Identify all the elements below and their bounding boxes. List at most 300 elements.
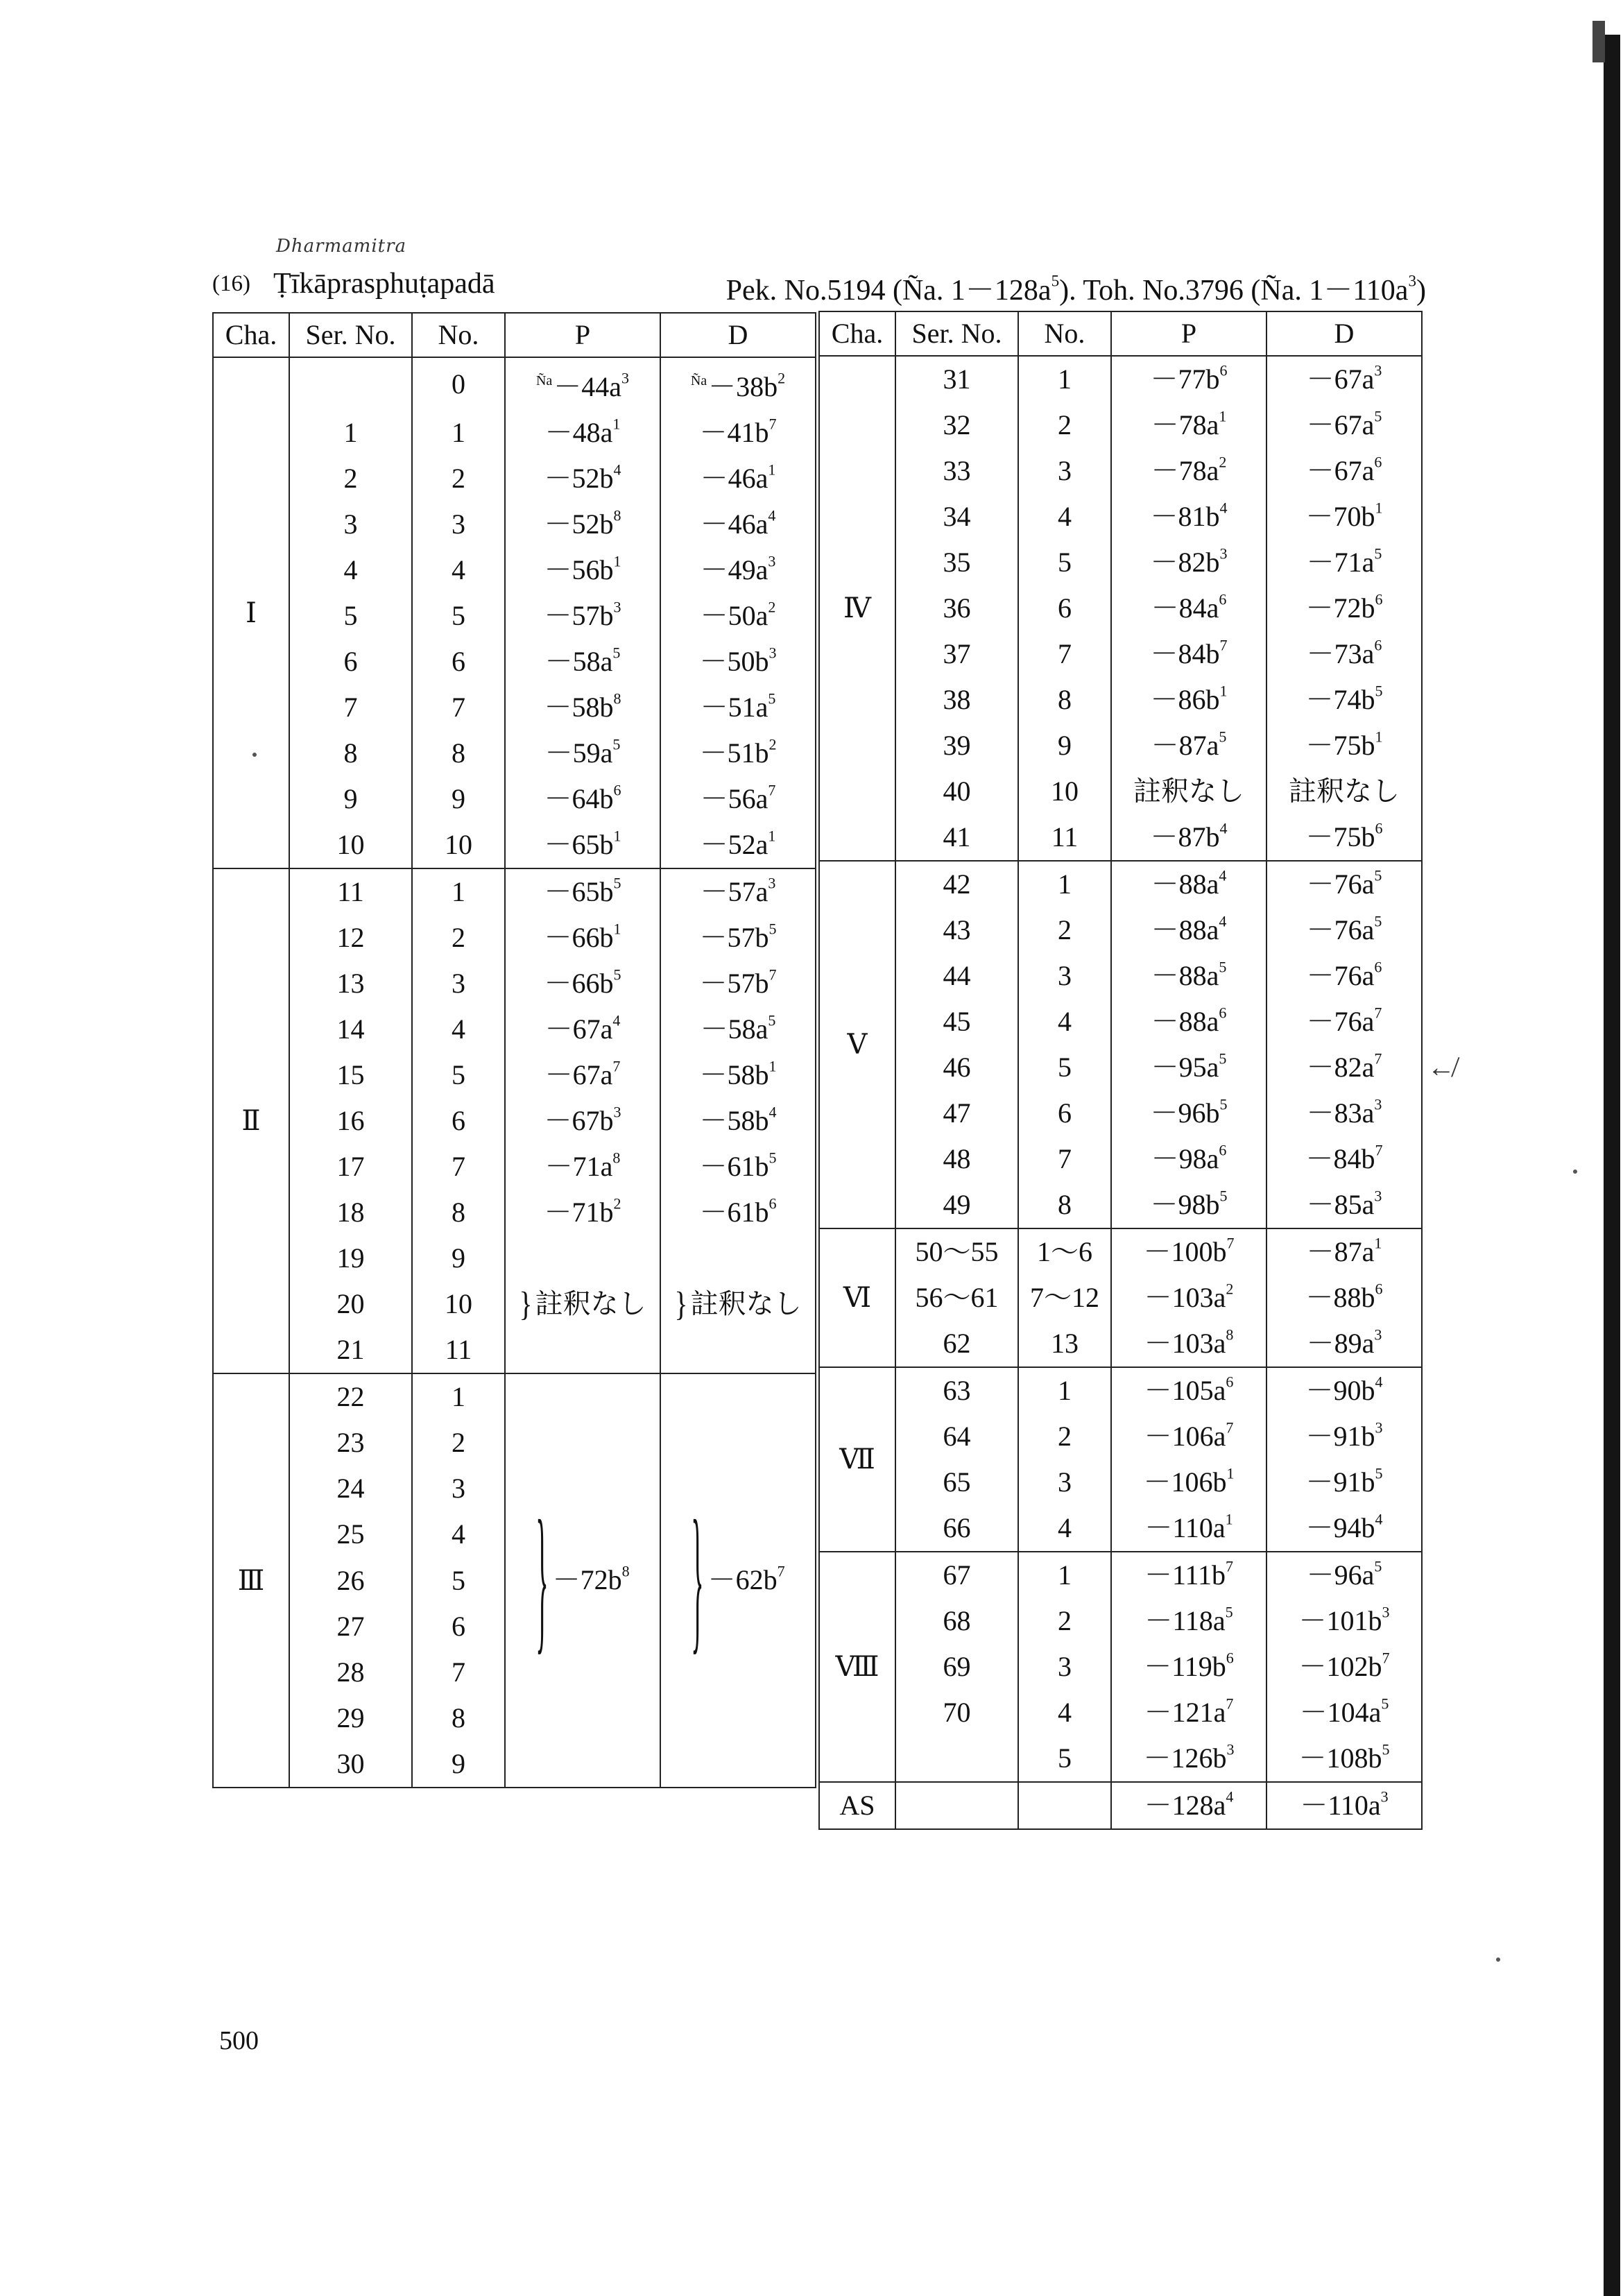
table-row <box>213 1052 816 1098</box>
table-row <box>213 456 816 502</box>
peking-ref-cell: $-59a^5$ <box>505 730 660 776</box>
table-row <box>819 1505 1422 1552</box>
peking-ref-cell: $-88a^5$ <box>1111 953 1266 999</box>
derge-ref-cell: $-52a^1$ <box>660 822 816 868</box>
derge-ref-cell: $-91b^3$ <box>1266 1414 1422 1459</box>
peking-ref-cell: $-84b^7$ <box>1111 631 1266 677</box>
chapter-cell: Ⅲ <box>213 1373 289 1788</box>
no-cell: 2 <box>1018 907 1111 953</box>
no-cell: 7 <box>412 685 505 730</box>
no-cell: 1 <box>1018 1552 1111 1598</box>
peking-ref-cell: $-81b^4$ <box>1111 494 1266 540</box>
no-cell: 3 <box>1018 953 1111 999</box>
serial-no-cell: 47 <box>895 1090 1018 1136</box>
col-header-peking: P <box>505 313 660 357</box>
serial-no-cell: 37 <box>895 631 1018 677</box>
no-cell: 4 <box>412 1511 505 1557</box>
no-cell: 0 <box>412 357 505 410</box>
peking-ref-cell: $-84a^6$ <box>1111 585 1266 631</box>
derge-ref-cell: $-51b^2$ <box>660 730 816 776</box>
no-cell: 4 <box>1018 1505 1111 1552</box>
derge-ref-cell: } 註釈なし <box>660 1281 816 1327</box>
peking-ref-cell: $-82b^3$ <box>1111 540 1266 585</box>
serial-no-cell: 41 <box>895 814 1018 861</box>
peking-ref-cell: } $-72b^8$ <box>505 1557 660 1604</box>
peking-ref-cell: $-118a^5$ <box>1111 1598 1266 1644</box>
no-cell: 2 <box>1018 1414 1111 1459</box>
peking-ref-cell <box>505 1741 660 1788</box>
table-row <box>213 776 816 822</box>
derge-ref-cell: $-87a^1$ <box>1266 1228 1422 1275</box>
peking-ref-cell <box>505 1235 660 1281</box>
table-row <box>213 685 816 730</box>
peking-ref-cell: $-96b^5$ <box>1111 1090 1266 1136</box>
table-row <box>213 502 816 547</box>
no-cell: 1 <box>1018 861 1111 907</box>
table-row <box>213 1373 816 1420</box>
peking-ref-cell <box>505 1327 660 1373</box>
table-row <box>819 448 1422 494</box>
table-number: (16) <box>212 271 250 296</box>
serial-no-cell: 38 <box>895 677 1018 723</box>
serial-no-cell: 40 <box>895 769 1018 814</box>
serial-no-cell: 29 <box>289 1695 412 1741</box>
peking-ref-cell: $-56b^1$ <box>505 547 660 593</box>
no-cell: 5 <box>1018 1736 1111 1782</box>
no-cell: 3 <box>412 1466 505 1511</box>
serial-no-cell: 9 <box>289 776 412 822</box>
peking-ref-cell: $-77b^6$ <box>1111 356 1266 402</box>
no-cell: 1 <box>1018 356 1111 402</box>
no-cell: 9 <box>412 776 505 822</box>
derge-ref-cell: $-56a^7$ <box>660 776 816 822</box>
peking-ref-cell: $-100b^7$ <box>1111 1228 1266 1275</box>
table-row <box>819 1090 1422 1136</box>
no-cell: 6 <box>412 639 505 685</box>
serial-no-cell: 19 <box>289 1235 412 1281</box>
table-row <box>213 1557 816 1604</box>
no-cell: 7 <box>1018 1136 1111 1182</box>
col-header-serial-no: Ser. No. <box>895 311 1018 356</box>
serial-no-cell: 34 <box>895 494 1018 540</box>
chapter-cell: Ⅳ <box>819 356 895 861</box>
peking-ref-cell <box>505 1466 660 1511</box>
derge-ref-cell: $-84b^7$ <box>1266 1136 1422 1182</box>
serial-no-cell: 65 <box>895 1459 1018 1505</box>
derge-ref-cell <box>660 1235 816 1281</box>
serial-no-cell <box>895 1782 1018 1829</box>
peking-ref-cell: $-106a^7$ <box>1111 1414 1266 1459</box>
no-cell: 11 <box>1018 814 1111 861</box>
peking-ref-cell: $-58a^5$ <box>505 639 660 685</box>
no-cell <box>1018 1782 1111 1829</box>
no-cell: 13 <box>1018 1321 1111 1367</box>
peking-ref-cell: $-88a^4$ <box>1111 861 1266 907</box>
peking-ref-cell: $-88a^6$ <box>1111 999 1266 1045</box>
serial-no-cell: 42 <box>895 861 1018 907</box>
derge-ref-cell: $-46a^1$ <box>660 456 816 502</box>
table-row <box>819 1598 1422 1644</box>
table-row <box>819 494 1422 540</box>
peking-ref-cell: $-98a^6$ <box>1111 1136 1266 1182</box>
serial-no-cell: 12 <box>289 915 412 961</box>
no-cell: 7 <box>412 1650 505 1695</box>
no-cell: 8 <box>412 730 505 776</box>
table-row <box>819 1045 1422 1090</box>
col-header-peking: P <box>1111 311 1266 356</box>
peking-ref-cell: $-66b^1$ <box>505 915 660 961</box>
peking-ref-cell: $-88a^4$ <box>1111 907 1266 953</box>
serial-no-cell: 70 <box>895 1690 1018 1736</box>
no-cell: 4 <box>1018 999 1111 1045</box>
chapter-cell: Ⅱ <box>213 868 289 1373</box>
no-cell: 5 <box>1018 540 1111 585</box>
no-cell: 10 <box>412 822 505 868</box>
derge-ref-cell: $-72b^6$ <box>1266 585 1422 631</box>
derge-ref-cell: $-101b^3$ <box>1266 1598 1422 1644</box>
serial-no-cell: 1 <box>289 410 412 456</box>
derge-ref-cell: $-41b^7$ <box>660 410 816 456</box>
table-row <box>213 1190 816 1235</box>
serial-no-cell: 28 <box>289 1650 412 1695</box>
table-row <box>819 402 1422 448</box>
peking-ref-cell: $-65b^1$ <box>505 822 660 868</box>
peking-ref-cell: $-110a^1$ <box>1111 1505 1266 1552</box>
no-cell: 3 <box>412 961 505 1006</box>
serial-no-cell: 26 <box>289 1557 412 1604</box>
peking-ref-cell: $-67a^7$ <box>505 1052 660 1098</box>
table-row <box>213 1098 816 1144</box>
derge-ref-cell: } $-62b^7$ <box>660 1557 816 1604</box>
table-row <box>819 540 1422 585</box>
col-header-no: No. <box>1018 311 1111 356</box>
derge-ref-cell: $-67a^5$ <box>1266 402 1422 448</box>
derge-ref-cell: $-83a^3$ <box>1266 1090 1422 1136</box>
page-number: 500 <box>219 2026 259 2055</box>
table-row <box>819 1321 1422 1367</box>
derge-ref-cell: $-82a^7$ <box>1266 1045 1422 1090</box>
serial-no-cell: 15 <box>289 1052 412 1098</box>
serial-no-cell: 21 <box>289 1327 412 1373</box>
peking-ref-cell <box>505 1511 660 1557</box>
table-row <box>213 1281 816 1327</box>
table-row <box>213 1650 816 1695</box>
peking-ref-cell: $-67a^4$ <box>505 1006 660 1052</box>
table-row <box>819 1782 1422 1829</box>
peking-ref-cell: $-105a^6$ <box>1111 1367 1266 1414</box>
table-row <box>819 631 1422 677</box>
serial-no-cell: 24 <box>289 1466 412 1511</box>
peking-ref-cell: $-111b^7$ <box>1111 1552 1266 1598</box>
peking-ref-cell: $-71a^8$ <box>505 1144 660 1190</box>
serial-no-cell: 17 <box>289 1144 412 1190</box>
table-row <box>819 999 1422 1045</box>
serial-no-cell: 25 <box>289 1511 412 1557</box>
no-cell: 8 <box>412 1695 505 1741</box>
derge-ref-cell: $-110a^3$ <box>1266 1782 1422 1829</box>
catalog-references: Pek. No.5194 (Ña. $1-128a^5$). Toh. No.3796 (Ña. $1-110a^3$) <box>725 271 1426 307</box>
no-cell: 8 <box>1018 677 1111 723</box>
table-row <box>819 723 1422 769</box>
peking-ref-cell: 註釈なし <box>1111 769 1266 814</box>
derge-ref-cell: $-57a^3$ <box>660 868 816 915</box>
peking-ref-cell <box>505 1695 660 1741</box>
peking-ref-cell <box>505 1604 660 1650</box>
derge-ref-cell: $-75b^6$ <box>1266 814 1422 861</box>
chapter-cell: Ⅶ <box>819 1367 895 1552</box>
derge-ref-cell: $-76a^5$ <box>1266 907 1422 953</box>
peking-ref-cell: $-119b^6$ <box>1111 1644 1266 1690</box>
peking-ref-cell <box>505 1373 660 1420</box>
no-cell: 9 <box>412 1235 505 1281</box>
serial-no-cell: 50～55 <box>895 1228 1018 1275</box>
derge-ref-cell: $-91b^5$ <box>1266 1459 1422 1505</box>
table-row <box>213 1144 816 1190</box>
serial-no-cell: 33 <box>895 448 1018 494</box>
derge-ref-cell: $-57b^5$ <box>660 915 816 961</box>
no-cell: 7 <box>1018 631 1111 677</box>
derge-ref-cell: $-58a^5$ <box>660 1006 816 1052</box>
no-cell: 1 <box>412 868 505 915</box>
derge-ref-cell: $-74b^5$ <box>1266 677 1422 723</box>
margin-annotation: ↚ <box>1427 1052 1455 1083</box>
derge-ref-cell <box>660 1420 816 1466</box>
col-header-no: No. <box>412 313 505 357</box>
derge-ref-cell: $-76a^6$ <box>1266 953 1422 999</box>
table-row <box>213 1327 816 1373</box>
chapter-cell: Ⅰ <box>213 357 289 868</box>
no-cell: 5 <box>1018 1045 1111 1090</box>
serial-no-cell: 31 <box>895 356 1018 402</box>
no-cell: 5 <box>412 1052 505 1098</box>
header-row <box>213 313 816 357</box>
no-cell: 11 <box>412 1327 505 1373</box>
table-row <box>819 1414 1422 1459</box>
table-row <box>213 730 816 776</box>
table-row <box>819 1136 1422 1182</box>
peking-ref-cell: $-52b^4$ <box>505 456 660 502</box>
serial-no-cell: 27 <box>289 1604 412 1650</box>
derge-ref-cell: $-89a^3$ <box>1266 1321 1422 1367</box>
serial-no-cell: 44 <box>895 953 1018 999</box>
serial-no-cell: 22 <box>289 1373 412 1420</box>
peking-ref-cell <box>505 1420 660 1466</box>
derge-ref-cell: $-51a^5$ <box>660 685 816 730</box>
peking-ref-cell: $-126b^3$ <box>1111 1736 1266 1782</box>
serial-no-cell: 14 <box>289 1006 412 1052</box>
serial-no-cell: 4 <box>289 547 412 593</box>
scan-edge-shadow <box>1604 35 1620 2296</box>
serial-no-cell: 56～61 <box>895 1275 1018 1321</box>
table-row <box>819 1552 1422 1598</box>
table-row <box>819 1644 1422 1690</box>
serial-no-cell: 2 <box>289 456 412 502</box>
serial-no-cell: 23 <box>289 1420 412 1466</box>
no-cell: 8 <box>1018 1182 1111 1228</box>
peking-ref-cell: $-78a^1$ <box>1111 402 1266 448</box>
peking-ref-cell: $-98b^5$ <box>1111 1182 1266 1228</box>
serial-no-cell: 68 <box>895 1598 1018 1644</box>
peking-ref-cell: $^{Ña}-44a^3$ <box>505 357 660 410</box>
derge-ref-cell: $-76a^5$ <box>1266 861 1422 907</box>
scan-speck <box>252 753 257 757</box>
handwritten-note: Dharmamitra <box>276 236 407 257</box>
table-row <box>213 1695 816 1741</box>
derge-ref-cell <box>660 1327 816 1373</box>
derge-ref-cell <box>660 1511 816 1557</box>
no-cell: 2 <box>412 1420 505 1466</box>
peking-ref-cell: $-103a^2$ <box>1111 1275 1266 1321</box>
peking-ref-cell: $-66b^5$ <box>505 961 660 1006</box>
serial-no-cell: 6 <box>289 639 412 685</box>
table-row <box>213 1604 816 1650</box>
derge-ref-cell: $-76a^7$ <box>1266 999 1422 1045</box>
derge-ref-cell: $-102b^7$ <box>1266 1644 1422 1690</box>
peking-ref-cell <box>505 1650 660 1695</box>
serial-no-cell: 69 <box>895 1644 1018 1690</box>
derge-ref-cell: $-108b^5$ <box>1266 1736 1422 1782</box>
serial-no-cell: 8 <box>289 730 412 776</box>
no-cell: 1 <box>412 1373 505 1420</box>
table-row <box>819 677 1422 723</box>
header-row <box>819 311 1422 356</box>
table-row <box>819 953 1422 999</box>
table-row <box>819 585 1422 631</box>
no-cell: 3 <box>1018 1644 1111 1690</box>
no-cell: 3 <box>1018 448 1111 494</box>
derge-ref-cell <box>660 1373 816 1420</box>
no-cell: 1～6 <box>1018 1228 1111 1275</box>
peking-ref-cell: $-106b^1$ <box>1111 1459 1266 1505</box>
peking-ref-cell: $-67b^3$ <box>505 1098 660 1144</box>
peking-ref-cell: $-128a^4$ <box>1111 1782 1266 1829</box>
serial-no-cell: 49 <box>895 1182 1018 1228</box>
serial-no-cell: 30 <box>289 1741 412 1788</box>
serial-no-cell: 5 <box>289 593 412 639</box>
no-cell: 6 <box>1018 1090 1111 1136</box>
derge-ref-cell <box>660 1466 816 1511</box>
derge-ref-cell: $-88b^6$ <box>1266 1275 1422 1321</box>
table-row <box>819 1275 1422 1321</box>
chapter-cell: Ⅵ <box>819 1228 895 1367</box>
serial-no-cell: 11 <box>289 868 412 915</box>
serial-no-cell: 3 <box>289 502 412 547</box>
table-row <box>819 814 1422 861</box>
col-header-derge: D <box>1266 311 1422 356</box>
table-row <box>819 356 1422 402</box>
serial-no-cell: 18 <box>289 1190 412 1235</box>
derge-ref-cell <box>660 1741 816 1788</box>
derge-ref-cell: $-71a^5$ <box>1266 540 1422 585</box>
no-cell: 9 <box>412 1741 505 1788</box>
derge-ref-cell: $-73a^6$ <box>1266 631 1422 677</box>
no-cell: 6 <box>412 1098 505 1144</box>
table-row <box>819 1228 1422 1275</box>
serial-no-cell: 16 <box>289 1098 412 1144</box>
no-cell: 2 <box>1018 1598 1111 1644</box>
derge-ref-cell: $-58b^1$ <box>660 1052 816 1098</box>
derge-ref-cell: $-61b^6$ <box>660 1190 816 1235</box>
table-row <box>213 1235 816 1281</box>
table-row <box>213 1420 816 1466</box>
peking-ref-cell: $-121a^7$ <box>1111 1690 1266 1736</box>
scan-edge-corner <box>1592 21 1605 62</box>
peking-ref-cell: $-65b^5$ <box>505 868 660 915</box>
text-title: Ṭīkāprasphuṭapadā <box>273 268 495 300</box>
derge-ref-cell: $-67a^6$ <box>1266 448 1422 494</box>
derge-ref-cell: $-96a^5$ <box>1266 1552 1422 1598</box>
no-cell: 9 <box>1018 723 1111 769</box>
no-cell: 7～12 <box>1018 1275 1111 1321</box>
serial-no-cell: 36 <box>895 585 1018 631</box>
serial-no-cell: 7 <box>289 685 412 730</box>
no-cell: 6 <box>1018 585 1111 631</box>
no-cell: 1 <box>412 410 505 456</box>
peking-ref-cell: $-87a^5$ <box>1111 723 1266 769</box>
serial-no-cell <box>289 357 412 410</box>
table-row <box>213 639 816 685</box>
col-header-chapter: Cha. <box>819 311 895 356</box>
table-row <box>819 1182 1422 1228</box>
derge-ref-cell: $-61b^5$ <box>660 1144 816 1190</box>
table-row <box>819 907 1422 953</box>
table-row <box>819 1736 1422 1782</box>
derge-ref-cell: $-58b^4$ <box>660 1098 816 1144</box>
scan-speck <box>1573 1170 1577 1174</box>
table-row <box>819 1367 1422 1414</box>
table-row <box>213 915 816 961</box>
derge-ref-cell: $-85a^3$ <box>1266 1182 1422 1228</box>
no-cell: 1 <box>1018 1367 1111 1414</box>
peking-ref-cell: $-52b^8$ <box>505 502 660 547</box>
no-cell: 4 <box>1018 494 1111 540</box>
concordance-table-left <box>212 312 816 1788</box>
peking-ref-cell: $-86b^1$ <box>1111 677 1266 723</box>
table-row <box>819 1459 1422 1505</box>
col-header-chapter: Cha. <box>213 313 289 357</box>
table-row <box>213 593 816 639</box>
no-cell: 10 <box>412 1281 505 1327</box>
derge-ref-cell: $-57b^7$ <box>660 961 816 1006</box>
derge-ref-cell: $-46a^4$ <box>660 502 816 547</box>
serial-no-cell: 39 <box>895 723 1018 769</box>
table-row <box>213 1741 816 1788</box>
table-row <box>213 1006 816 1052</box>
derge-ref-cell: $-50a^2$ <box>660 593 816 639</box>
no-cell: 2 <box>412 456 505 502</box>
chapter-cell: Ⅷ <box>819 1552 895 1782</box>
derge-ref-cell: $-50b^3$ <box>660 639 816 685</box>
table-row <box>213 410 816 456</box>
serial-no-cell: 20 <box>289 1281 412 1327</box>
no-cell: 2 <box>1018 402 1111 448</box>
peking-ref-cell: $-57b^3$ <box>505 593 660 639</box>
peking-ref-cell: $-95a^5$ <box>1111 1045 1266 1090</box>
serial-no-cell: 35 <box>895 540 1018 585</box>
scan-speck <box>1496 1957 1500 1962</box>
peking-ref-cell: $-48a^1$ <box>505 410 660 456</box>
derge-ref-cell: $-67a^3$ <box>1266 356 1422 402</box>
derge-ref-cell <box>660 1650 816 1695</box>
serial-no-cell: 32 <box>895 402 1018 448</box>
derge-ref-cell: $-94b^4$ <box>1266 1505 1422 1552</box>
derge-ref-cell: $-49a^3$ <box>660 547 816 593</box>
peking-ref-cell: $-64b^6$ <box>505 776 660 822</box>
no-cell: 7 <box>412 1144 505 1190</box>
peking-ref-cell: $-58b^8$ <box>505 685 660 730</box>
serial-no-cell: 66 <box>895 1505 1018 1552</box>
no-cell: 2 <box>412 915 505 961</box>
